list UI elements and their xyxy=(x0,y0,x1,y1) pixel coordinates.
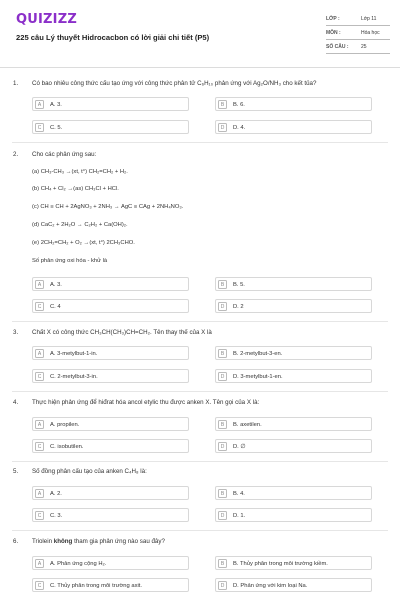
quizizz-logo: QUIZIZZ xyxy=(16,12,77,27)
option-letter: A xyxy=(35,349,44,358)
option-letter: C xyxy=(35,581,44,590)
meta-subject xyxy=(326,28,390,40)
question-number: 5. xyxy=(13,468,19,475)
option-d[interactable] xyxy=(215,120,372,134)
option-a[interactable] xyxy=(32,486,189,500)
option-text: A. 3-metylbut-1-in. xyxy=(50,350,98,357)
meta-count-label: SỐ CÂU : xyxy=(326,44,349,50)
option-letter: D xyxy=(218,123,227,132)
question-prompt: Số phản ứng oxi hóa - khử là xyxy=(32,258,108,264)
option-letter: A xyxy=(35,100,44,109)
question-text: Thực hiện phản ứng để hiđrat hóa ancol etylic thu được anken X. Tên gọi của X là: xyxy=(32,399,260,406)
option-c[interactable] xyxy=(32,120,189,134)
option-text: D. 2 xyxy=(233,303,244,310)
option-text: C. 5. xyxy=(50,124,63,131)
option-text: C. 3. xyxy=(50,512,63,519)
meta-class-value: Lớp 11 xyxy=(361,16,377,22)
option-c[interactable] xyxy=(32,578,189,592)
meta-class-label: LỚP : xyxy=(326,16,340,22)
option-c[interactable] xyxy=(32,508,189,522)
option-letter: A xyxy=(35,420,44,429)
option-letter: A xyxy=(35,489,44,498)
meta-subject-label: MÔN : xyxy=(326,30,341,36)
option-d[interactable] xyxy=(215,508,372,522)
option-a[interactable] xyxy=(32,556,189,570)
option-b[interactable] xyxy=(215,556,372,570)
option-letter: C xyxy=(35,442,44,451)
option-text: B. axetilen. xyxy=(233,421,262,428)
option-text: D. 1. xyxy=(233,512,246,519)
option-letter: B xyxy=(218,280,227,289)
option-c[interactable] xyxy=(32,369,189,383)
option-letter: D xyxy=(218,442,227,451)
meta-class xyxy=(326,14,390,26)
question-divider xyxy=(12,530,388,531)
option-b[interactable] xyxy=(215,277,372,291)
option-text: D. Phản ứng với kim loại Na. xyxy=(233,582,308,589)
option-b[interactable] xyxy=(215,97,372,111)
option-text: D. ∅ xyxy=(233,443,246,450)
question-divider xyxy=(12,142,388,143)
option-b[interactable] xyxy=(215,346,372,360)
reaction-b: (b) CH₄ + Cl₂ →(as) CH₃Cl + HCl. xyxy=(32,186,119,192)
option-text: D. 4. xyxy=(233,124,246,131)
option-letter: B xyxy=(218,349,227,358)
question-text: Cho các phản ứng sau: xyxy=(32,151,97,158)
option-text: C. 4 xyxy=(50,303,61,310)
option-letter: A xyxy=(35,559,44,568)
option-text: B. 6. xyxy=(233,101,245,108)
option-letter: D xyxy=(218,511,227,520)
option-text: B. 5. xyxy=(233,281,245,288)
option-text: B. 4. xyxy=(233,490,245,497)
option-letter: B xyxy=(218,420,227,429)
document-title: 225 câu Lý thuyết Hidrocacbon có lời giải chi tiết (P5) xyxy=(16,33,210,42)
page-header xyxy=(0,0,400,66)
option-letter: C xyxy=(35,302,44,311)
meta-count-value: 25 xyxy=(361,44,367,50)
option-letter: C xyxy=(35,511,44,520)
option-d[interactable] xyxy=(215,369,372,383)
option-text: A. Phản ứng cộng H₂. xyxy=(50,560,107,567)
option-text: C. Thủy phân trong môi trường axit. xyxy=(50,582,142,589)
option-b[interactable] xyxy=(215,486,372,500)
option-letter: D xyxy=(218,372,227,381)
question-number: 4. xyxy=(13,399,19,406)
option-letter: A xyxy=(35,280,44,289)
option-d[interactable] xyxy=(215,299,372,313)
option-text: C. isobutilen. xyxy=(50,443,84,450)
option-text: B. Thủy phân trong môi trường kiềm. xyxy=(233,560,328,567)
option-letter: B xyxy=(218,489,227,498)
question-divider xyxy=(12,391,388,392)
reaction-a: (a) CH₃-CH₃ →(xt, t°) CH₂=CH₂ + H₂. xyxy=(32,169,128,175)
option-text: B. 2-metylbut-3-en. xyxy=(233,350,283,357)
reaction-c: (c) CH ≡ CH + 2AgNO₃ + 2NH₃ → AgC ≡ CAg + 2NH₄NO₃. xyxy=(32,204,184,210)
option-letter: B xyxy=(218,559,227,568)
question-number: 6. xyxy=(13,538,19,545)
reaction-e: (e) 2CH₂=CH₂ + O₂ →(xt, t°) 2CH₃CHO. xyxy=(32,240,135,246)
option-a[interactable] xyxy=(32,97,189,111)
question-divider xyxy=(12,321,388,322)
meta-subject-value: Hóa học xyxy=(361,30,380,36)
question-divider xyxy=(12,461,388,462)
question-text: Triolein không tham gia phản ứng nào sau đây? xyxy=(32,538,165,545)
option-letter: D xyxy=(218,302,227,311)
option-text: C. 2-metylbut-3-in. xyxy=(50,373,98,380)
header-divider xyxy=(0,67,400,68)
question-number: 1. xyxy=(13,80,19,87)
option-text: A. 2. xyxy=(50,490,62,497)
option-a[interactable] xyxy=(32,277,189,291)
question-number: 3. xyxy=(13,329,19,336)
option-a[interactable] xyxy=(32,417,189,431)
emphasis-text: không xyxy=(53,538,73,545)
meta-count xyxy=(326,42,390,54)
option-c[interactable] xyxy=(32,439,189,453)
option-c[interactable] xyxy=(32,299,189,313)
option-d[interactable] xyxy=(215,578,372,592)
option-letter: C xyxy=(35,123,44,132)
option-text: D. 3-metylbut-1-en. xyxy=(233,373,283,380)
question-number: 2. xyxy=(13,151,19,158)
option-letter: C xyxy=(35,372,44,381)
option-text: A. 3. xyxy=(50,101,62,108)
option-b[interactable] xyxy=(215,417,372,431)
option-text: A. propilen. xyxy=(50,421,80,428)
question-text: Số đồng phân cấu tạo của anken C₄H₈ là: xyxy=(32,468,147,475)
question-text: Chất X có công thức CH₃CH(CH₃)CH=CH₂. Tên thay thế của X là xyxy=(32,329,212,336)
reaction-d: (d) CaC₂ + 2H₂O → C₂H₂ + Ca(OH)₂. xyxy=(32,222,128,228)
option-letter: D xyxy=(218,581,227,590)
option-letter: B xyxy=(218,100,227,109)
option-text: A. 3. xyxy=(50,281,62,288)
question-text: Có bao nhiêu công thức cấu tạo ứng với công thức phân tử C₆H₁₀ phản ứng với Ag₂O/NH₃ cho kết tủa? xyxy=(32,80,317,87)
option-d[interactable] xyxy=(215,439,372,453)
option-a[interactable] xyxy=(32,346,189,360)
